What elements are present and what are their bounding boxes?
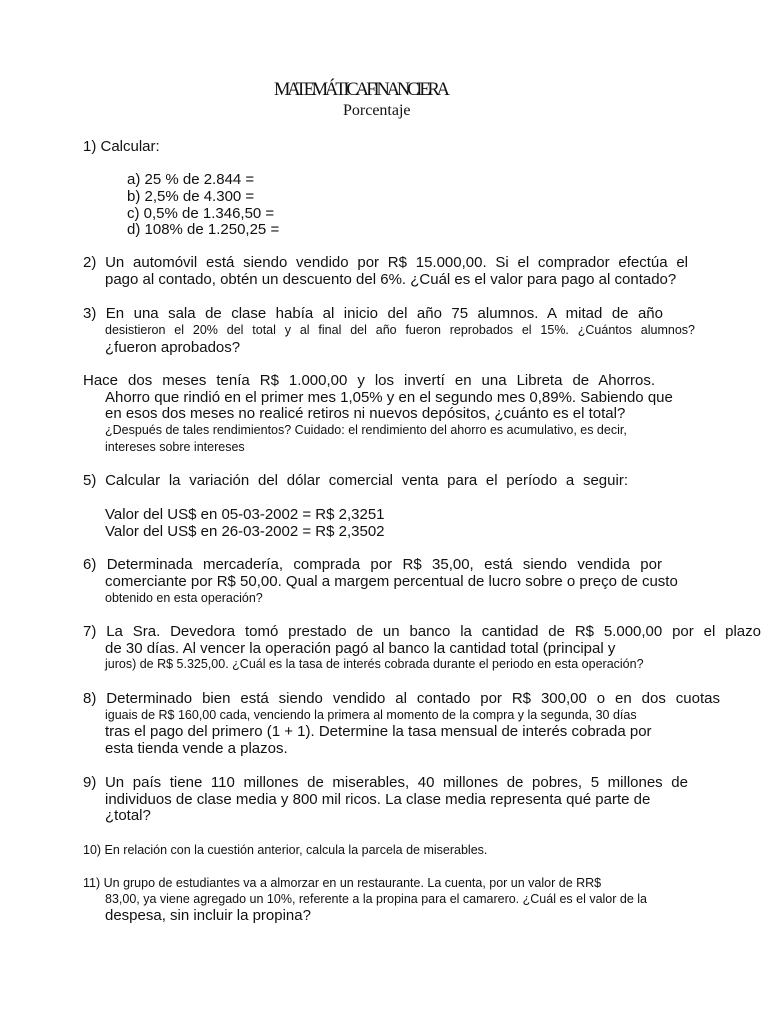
question-1-item-a: a) 25 % de 2.844 = [127, 171, 255, 188]
question-7-line-3: juros) de R$ 5.325,00. ¿Cuál es la tasa de interés cobrada durante el periodo en esta operación? [105, 657, 644, 671]
question-2-line-1: 2) Un automóvil está siendo vendido por R$ 15.000,00. Si el comprador efectúa el [83, 254, 688, 271]
question-10-line-1: 10) En relación con la cuestión anterior, calcula la parcela de miserables. [83, 843, 488, 857]
question-7-line-2: de 30 días. Al vencer la operación pagó al banco la cantidad total (principal y [105, 640, 616, 657]
question-4-line-3: en esos dos meses no realicé retiros ni nuevos depósitos, ¿cuánto es el total? [105, 405, 626, 422]
question-4-line-5: intereses sobre intereses [105, 440, 245, 454]
document-title: MATEMÁTICA FINANCIERA [274, 79, 447, 100]
question-1-text: 1) Calcular: [83, 138, 160, 155]
question-3-line-2: desistieron el 20% del total y al final del año fueron reprobados el 15%. ¿Cuántos alumnos? [105, 323, 695, 337]
question-8-line-3: tras el pago del primero (1 + 1). Determine la tasa mensual de interés cobrada por [105, 723, 652, 740]
question-11-line-1: 11) Un grupo de estudiantes va a almorzar en un restaurante. La cuenta, por un valor de RR$ [83, 876, 602, 890]
document-subtitle: Porcentaje [343, 102, 411, 119]
question-11-line-3: despesa, sin incluir la propina? [105, 907, 311, 924]
question-11-line-2: 83,00, ya viene agregado un 10%, referente a la propina para el camarero. ¿Cuál es el valor de la [105, 892, 647, 906]
question-5-line-1: 5) Calcular la variación del dólar comercial venta para el período a seguir: [83, 472, 628, 489]
question-9-line-1: 9) Un país tiene 110 millones de miserables, 40 millones de pobres, 5 millones de [83, 774, 688, 791]
question-9-line-3: ¿total? [105, 807, 151, 824]
question-9-line-2: individuos de clase media y 800 mil ricos. La clase media representa qué parte de [105, 791, 651, 808]
question-8-line-1: 8) Determinado bien está siendo vendido al contado por R$ 300,00 o en dos cuotas [83, 690, 720, 707]
question-1-item-c: c) 0,5% de 1.346,50 = [127, 205, 275, 222]
question-8-line-4: esta tienda vende a plazos. [105, 740, 288, 757]
question-6-line-1: 6) Determinada mercadería, comprada por R$ 35,00, está siendo vendida por [83, 556, 662, 573]
question-3-line-3: ¿fueron aprobados? [105, 339, 241, 356]
question-5-line-3: Valor del US$ en 26-03-2002 = R$ 2,3502 [105, 523, 385, 540]
question-3-line-1: 3) En una sala de clase había al inicio del año 75 alumnos. A mitad de año [83, 305, 663, 322]
question-6-line-2: comerciante por R$ 50,00. Qual a margem percentual de lucro sobre o preço de custo [105, 573, 678, 590]
question-2-line-2: pago al contado, obtén un descuento del 6%. ¿Cuál es el valor para pago al contado? [105, 271, 677, 288]
question-4-line-1: Hace dos meses tenía R$ 1.000,00 y los invertí en una Libreta de Ahorros. [83, 372, 655, 389]
question-5-line-2: Valor del US$ en 05-03-2002 = R$ 2,3251 [105, 506, 385, 523]
question-1-item-b: b) 2,5% de 4.300 = [127, 188, 255, 205]
question-6-line-3: obtenido en esta operación? [105, 591, 263, 605]
question-4-line-4: ¿Después de tales rendimientos? Cuidado: el rendimiento del ahorro es acumulativo, es decir, [105, 423, 627, 437]
question-8-line-2: iguais de R$ 160,00 cada, venciendo la primera al momento de la compra y la segunda, 30 días [105, 708, 637, 722]
question-4-line-2: Ahorro que rindió en el primer mes 1,05% y en el segundo mes 0,89%. Sabiendo que [105, 389, 673, 406]
question-1-item-d: d) 108% de 1.250,25 = [127, 221, 280, 238]
question-7-line-1: 7) La Sra. Devedora tomó prestado de un banco la cantidad de R$ 5.000,00 por el plazo [83, 623, 761, 640]
